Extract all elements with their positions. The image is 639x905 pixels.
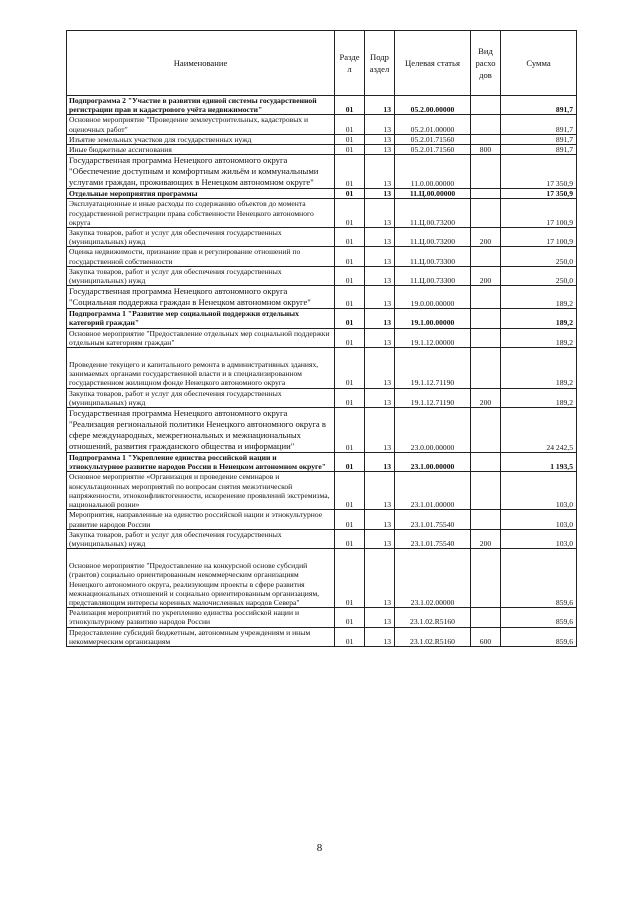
cell-target: 11.0.00.00000 [395,155,471,189]
cell-target: 19.1.12.71190 [395,388,471,407]
cell-vid [471,247,501,266]
cell-name: Мероприятия, направленные на единство российской нации и этнокультурное развитие народов России [67,510,335,529]
cell-name: Реализация мероприятий по укреплению единства российской нации и этнокультурному развитию народов России [67,608,335,627]
cell-name: Оценка недвижимости, признание прав и регулирование отношений по государственной собственности [67,247,335,266]
cell-podrazdel: 13 [365,408,395,453]
table-row [67,453,577,472]
header-target: Целевая статья [395,31,471,96]
table-row [67,199,577,228]
cell-target: 23.0.00.00000 [395,408,471,453]
cell-vid: 200 [471,228,501,247]
cell-razdel: 01 [335,348,365,389]
cell-name: Иные бюджетные ассигнования [67,145,335,155]
cell-razdel: 01 [335,145,365,155]
cell-podrazdel: 13 [365,155,395,189]
cell-name: Проведение текущего и капитального ремонта в административных зданиях, занимаемых органами государственной власти и в специализированном государственном жилищном фонде Ненецкого автономного округа [67,348,335,389]
cell-sum: 189,2 [501,388,577,407]
cell-vid: 200 [471,388,501,407]
cell-razdel: 01 [335,309,365,328]
cell-podrazdel: 13 [365,529,395,548]
cell-podrazdel: 13 [365,189,395,199]
cell-razdel: 01 [335,199,365,228]
cell-podrazdel: 13 [365,115,395,134]
cell-vid [471,510,501,529]
cell-razdel: 01 [335,472,365,510]
cell-sum: 891,7 [501,96,577,115]
cell-podrazdel: 13 [365,510,395,529]
cell-razdel: 01 [335,286,365,309]
cell-podrazdel: 13 [365,453,395,472]
cell-name: Подпрограмма 2 "Участие в развитии единой системы государственной регистрации прав и кадастрового учёта недвижимости" [67,96,335,115]
table-row [67,266,577,285]
cell-target: 11.Ц.00.73300 [395,247,471,266]
table-row [67,286,577,309]
cell-sum: 17 350,9 [501,155,577,189]
table-row [67,96,577,115]
cell-razdel: 01 [335,247,365,266]
cell-razdel: 01 [335,96,365,115]
cell-sum: 859,6 [501,627,577,646]
cell-sum: 189,2 [501,348,577,389]
cell-target: 19.1.12.71190 [395,348,471,389]
cell-vid [471,408,501,453]
cell-razdel: 01 [335,134,365,144]
table-row [67,549,577,608]
header-vid: Вид расхо дов [471,31,501,96]
table-row [67,134,577,144]
cell-razdel: 01 [335,627,365,646]
cell-vid [471,155,501,189]
table-row [67,408,577,453]
cell-razdel: 01 [335,155,365,189]
cell-name: Закупка товаров, работ и услуг для обеспечения государственных (муниципальных) нужд [67,228,335,247]
cell-sum: 189,2 [501,328,577,347]
cell-podrazdel: 13 [365,286,395,309]
cell-vid [471,328,501,347]
cell-name: Закупка товаров, работ и услуг для обеспечения государственных (муниципальных) нужд [67,529,335,548]
cell-sum: 859,6 [501,608,577,627]
table-row [67,115,577,134]
cell-name: Подпрограмма 1 "Развитие мер социальной поддержки отдельных категорий граждан" [67,309,335,328]
cell-name: Изъятие земельных участков для государственных нужд [67,134,335,144]
table-row [67,529,577,548]
cell-name: Основное мероприятие "Предоставление отдельных мер социальной поддержки отдельным категориям граждан" [67,328,335,347]
header-sum: Сумма [501,31,577,96]
cell-target: 23.1.02.00000 [395,549,471,608]
cell-vid: 600 [471,627,501,646]
cell-vid [471,134,501,144]
cell-vid [471,453,501,472]
table-row [67,627,577,646]
cell-vid [471,115,501,134]
header-name: Наименование [67,31,335,96]
table-row [67,348,577,389]
cell-vid [471,199,501,228]
cell-name: Основное мероприятие "Предоставление на конкурсной основе субсидий (грантов) социально ориентированным некоммерческим организациям Ненецкого автономного округа, реализующим проекты в сфере развития межнациональных отношений и социально ориентированным организациям, представляющим интересы коренных малочисленных народов Севера" [67,549,335,608]
cell-sum: 891,7 [501,145,577,155]
cell-target: 05.2.01.71560 [395,145,471,155]
cell-vid [471,189,501,199]
cell-name: Закупка товаров, работ и услуг для обеспечения государственных (муниципальных) нужд [67,388,335,407]
cell-target: 23.1.02.R5160 [395,627,471,646]
cell-sum: 250,0 [501,266,577,285]
cell-podrazdel: 13 [365,266,395,285]
cell-sum: 891,7 [501,115,577,134]
table-row [67,388,577,407]
cell-name: Государственная программа Ненецкого автономного округа "Социальная поддержка граждан в Ненецком автономном округе" [67,286,335,309]
cell-target: 23.1.01.75540 [395,510,471,529]
cell-target: 19.0.00.00000 [395,286,471,309]
cell-razdel: 01 [335,408,365,453]
cell-target: 23.1.01.00000 [395,472,471,510]
cell-name: Основное мероприятие "Проведение землеустроительных, кадастровых и оценочных работ" [67,115,335,134]
cell-razdel: 01 [335,529,365,548]
table-row [67,328,577,347]
cell-sum: 250,0 [501,247,577,266]
cell-podrazdel: 13 [365,627,395,646]
cell-razdel: 01 [335,549,365,608]
cell-vid: 200 [471,266,501,285]
cell-target: 19.1.00.00000 [395,309,471,328]
budget-table [66,30,577,647]
cell-razdel: 01 [335,266,365,285]
cell-name: Основное мероприятие «Организация и проведение семинаров и консультационных мероприятий по вопросам снятия межэтнической напряженности, этноконфликтогенности, искоренение проявлений экстремизма, национальной розни» [67,472,335,510]
cell-vid [471,348,501,389]
cell-name: Государственная программа Ненецкого автономного округа "Реализация региональной политики Ненецкого автономного округа в сфере международных, межрегиональных и межнациональных отношений, развития гражданского общества и информации" [67,408,335,453]
cell-name: Государственная программа Ненецкого автономного округа "Обеспечение доступным и комфортным жильём и коммунальными услугами граждан, проживающих в Ненецком автономном округе" [67,155,335,189]
cell-vid [471,96,501,115]
cell-podrazdel: 13 [365,328,395,347]
cell-target: 11.Ц.00.73300 [395,266,471,285]
cell-razdel: 01 [335,510,365,529]
cell-target: 11.Ц.00.73200 [395,199,471,228]
cell-target: 11.Ц.00.73200 [395,228,471,247]
cell-podrazdel: 13 [365,388,395,407]
cell-razdel: 01 [335,115,365,134]
header-podrazdel: Подр аздел [365,31,395,96]
cell-vid [471,549,501,608]
cell-name: Закупка товаров, работ и услуг для обеспечения государственных (муниципальных) нужд [67,266,335,285]
cell-name: Отдельные мероприятия программы [67,189,335,199]
cell-target: 11.Ц.00.00000 [395,189,471,199]
cell-sum: 103,0 [501,510,577,529]
cell-razdel: 01 [335,453,365,472]
cell-podrazdel: 13 [365,549,395,608]
cell-podrazdel: 13 [365,472,395,510]
cell-podrazdel: 13 [365,199,395,228]
cell-sum: 859,6 [501,549,577,608]
cell-podrazdel: 13 [365,134,395,144]
cell-sum: 189,2 [501,309,577,328]
cell-name: Эксплуатационные и иные расходы по содержанию объектов до момента государственной регистрации права собственности Ненецкого автономного округа [67,199,335,228]
cell-podrazdel: 13 [365,96,395,115]
cell-sum: 17 350,9 [501,189,577,199]
cell-sum: 103,0 [501,472,577,510]
cell-target: 19.1.12.00000 [395,328,471,347]
budget-table-sheet [66,30,576,647]
cell-name: Подпрограмма 1 "Укрепление единства российской нации и этнокультурное развитие народов России в Ненецком автономном округе" [67,453,335,472]
cell-vid [471,309,501,328]
cell-vid [471,608,501,627]
cell-sum: 103,0 [501,529,577,548]
table-row [67,145,577,155]
cell-podrazdel: 13 [365,348,395,389]
cell-razdel: 01 [335,608,365,627]
cell-sum: 24 242,5 [501,408,577,453]
cell-sum: 189,2 [501,286,577,309]
cell-podrazdel: 13 [365,309,395,328]
header-razdel: Разде л [335,31,365,96]
cell-target: 23.1.02.R5160 [395,608,471,627]
cell-sum: 17 100,9 [501,199,577,228]
cell-target: 05.2.01.00000 [395,115,471,134]
cell-razdel: 01 [335,228,365,247]
cell-sum: 17 100,9 [501,228,577,247]
table-row [67,189,577,199]
table-header-row [67,31,577,96]
cell-target: 05.2.01.71560 [395,134,471,144]
cell-vid: 200 [471,529,501,548]
cell-target: 23.1.01.75540 [395,529,471,548]
cell-podrazdel: 13 [365,228,395,247]
table-row [67,228,577,247]
cell-razdel: 01 [335,328,365,347]
table-body [67,96,577,647]
cell-vid [471,286,501,309]
table-row [67,309,577,328]
cell-podrazdel: 13 [365,247,395,266]
table-row [67,608,577,627]
table-row [67,472,577,510]
cell-target: 05.2.00.00000 [395,96,471,115]
cell-vid [471,472,501,510]
table-row [67,510,577,529]
cell-target: 23.1.00.00000 [395,453,471,472]
cell-name: Предоставление субсидий бюджетным, автономным учреждениям и иным некоммерческим организациям [67,627,335,646]
table-row [67,247,577,266]
cell-vid: 800 [471,145,501,155]
cell-razdel: 01 [335,388,365,407]
cell-sum: 891,7 [501,134,577,144]
cell-sum: 1 193,5 [501,453,577,472]
cell-podrazdel: 13 [365,145,395,155]
cell-razdel: 01 [335,189,365,199]
table-row [67,155,577,189]
page-number: 8 [316,842,323,854]
cell-podrazdel: 13 [365,608,395,627]
